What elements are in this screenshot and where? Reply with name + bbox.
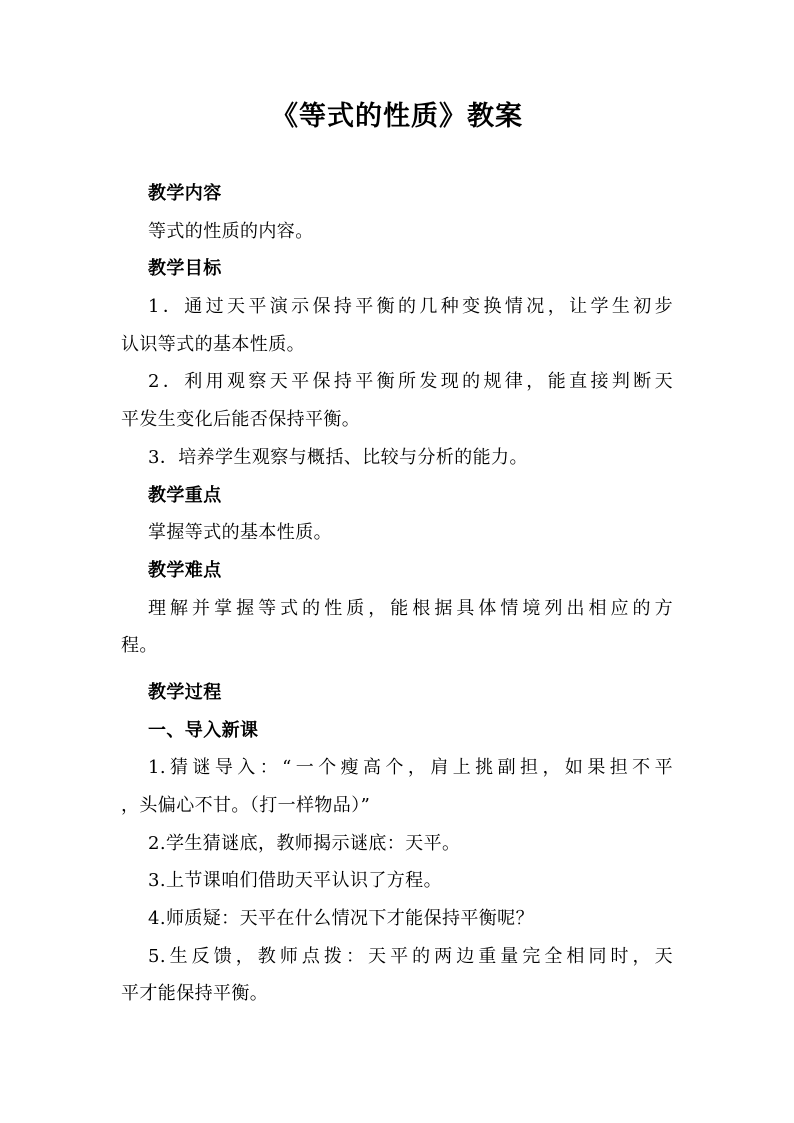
goal-3: 3．培养学生观察与概括、比较与分析的能力。 — [148, 446, 528, 468]
heading-teaching-goals: 教学目标 — [148, 258, 222, 280]
step-5-line-2: 平才能保持平衡。 — [121, 983, 269, 1005]
difficult-line-2: 程。 — [121, 635, 158, 657]
heading-introduction: 一、导入新课 — [148, 719, 259, 741]
step-2: 2.学生猜谜底，教师揭示谜底：天平。 — [148, 832, 461, 854]
step-3: 3.上节课咱们借助天平认识了方程。 — [148, 870, 442, 892]
goal-1-line-2: 认识等式的基本性质。 — [121, 333, 305, 355]
heading-key-points: 教学重点 — [148, 484, 222, 506]
page-title: 《等式的性质》教案 — [271, 101, 523, 132]
paragraph-teaching-content: 等式的性质的内容。 — [148, 220, 314, 242]
heading-teaching-content: 教学内容 — [148, 183, 222, 204]
difficult-line-1: 理解并掌握等式的性质，能根据具体情境列出相应的方 — [148, 597, 673, 619]
goal-2-line-2: 平发生变化后能否保持平衡。 — [121, 409, 361, 431]
goal-1-line-1: 1．通过天平演示保持平衡的几种变换情况，让学生初步 — [148, 296, 673, 318]
heading-teaching-process: 教学过程 — [148, 681, 222, 703]
document-body — [121, 175, 673, 1013]
paragraph-key-points: 掌握等式的基本性质。 — [148, 522, 332, 544]
step-1-line-2: ，头偏心不甘。（打一样物品）” — [121, 795, 371, 816]
goal-2-line-1: 2．利用观察天平保持平衡所发现的规律，能直接判断天 — [148, 371, 673, 393]
step-1-line-1: 1.猜谜导入：“一个瘦高个，肩上挑副担，如果担不平 — [148, 757, 673, 779]
heading-difficult-points: 教学难点 — [148, 559, 222, 581]
step-5-line-1: 5.生反馈，教师点拨：天平的两边重量完全相同时，天 — [148, 945, 673, 967]
step-4: 4.师质疑：天平在什么情况下才能保持平衡呢？ — [148, 908, 534, 930]
